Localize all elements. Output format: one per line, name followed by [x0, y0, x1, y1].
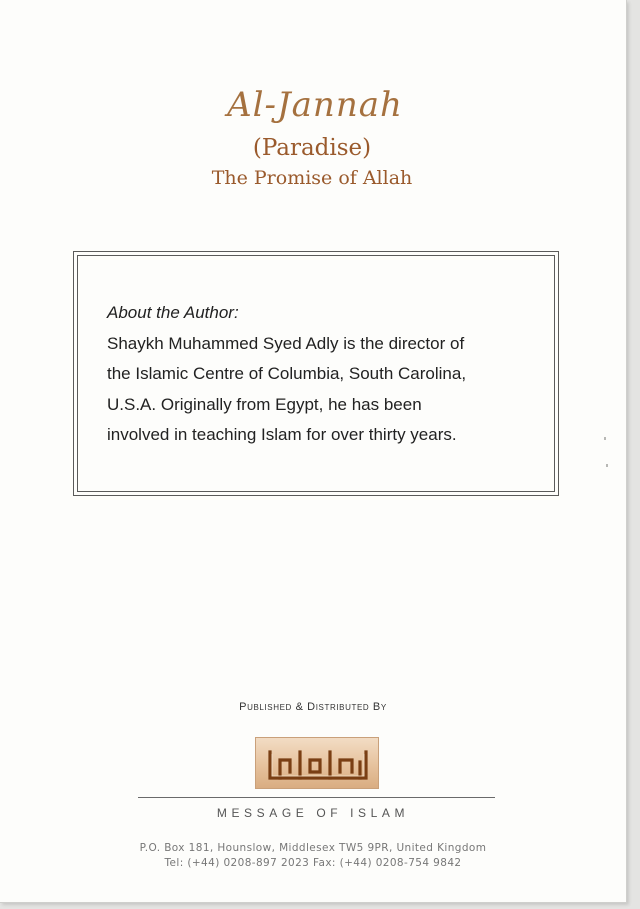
about-line: the Islamic Centre of Columbia, South Carolina,	[107, 364, 467, 383]
book-subtitle: (Paradise)	[252, 135, 372, 161]
published-by-label: Published & Distributed By	[239, 701, 387, 713]
publisher-contact	[0, 841, 626, 871]
publisher-logo-icon	[255, 737, 379, 789]
book-title: Al-Jannah	[227, 85, 403, 125]
about-line: involved in teaching Islam for over thirty years.	[107, 425, 457, 444]
publisher-address: P.O. Box 181, Hounslow, Middlesex TW5 9PR, United Kingdom	[139, 842, 487, 854]
about-author-heading: About the Author:	[107, 303, 239, 322]
publisher-phone: Tel: (+44) 0208-897 2023 Fax: (+44) 0208-754 9842	[164, 857, 462, 869]
scan-speck	[604, 437, 606, 440]
about-author-text	[107, 298, 547, 451]
scan-speck	[606, 464, 608, 467]
publisher-name: MESSAGE OF ISLAM	[216, 806, 410, 820]
about-author-box	[73, 251, 559, 496]
about-line: Shaykh Muhammed Syed Adly is the director of	[107, 333, 465, 353]
book-tagline: The Promise of Allah	[211, 167, 413, 189]
logo-divider	[138, 797, 495, 798]
about-line: U.S.A. Originally from Egypt, he has been	[107, 394, 422, 414]
kufic-calligraphy-icon	[256, 738, 380, 790]
about-author-body	[107, 329, 547, 451]
title-block	[0, 82, 640, 192]
